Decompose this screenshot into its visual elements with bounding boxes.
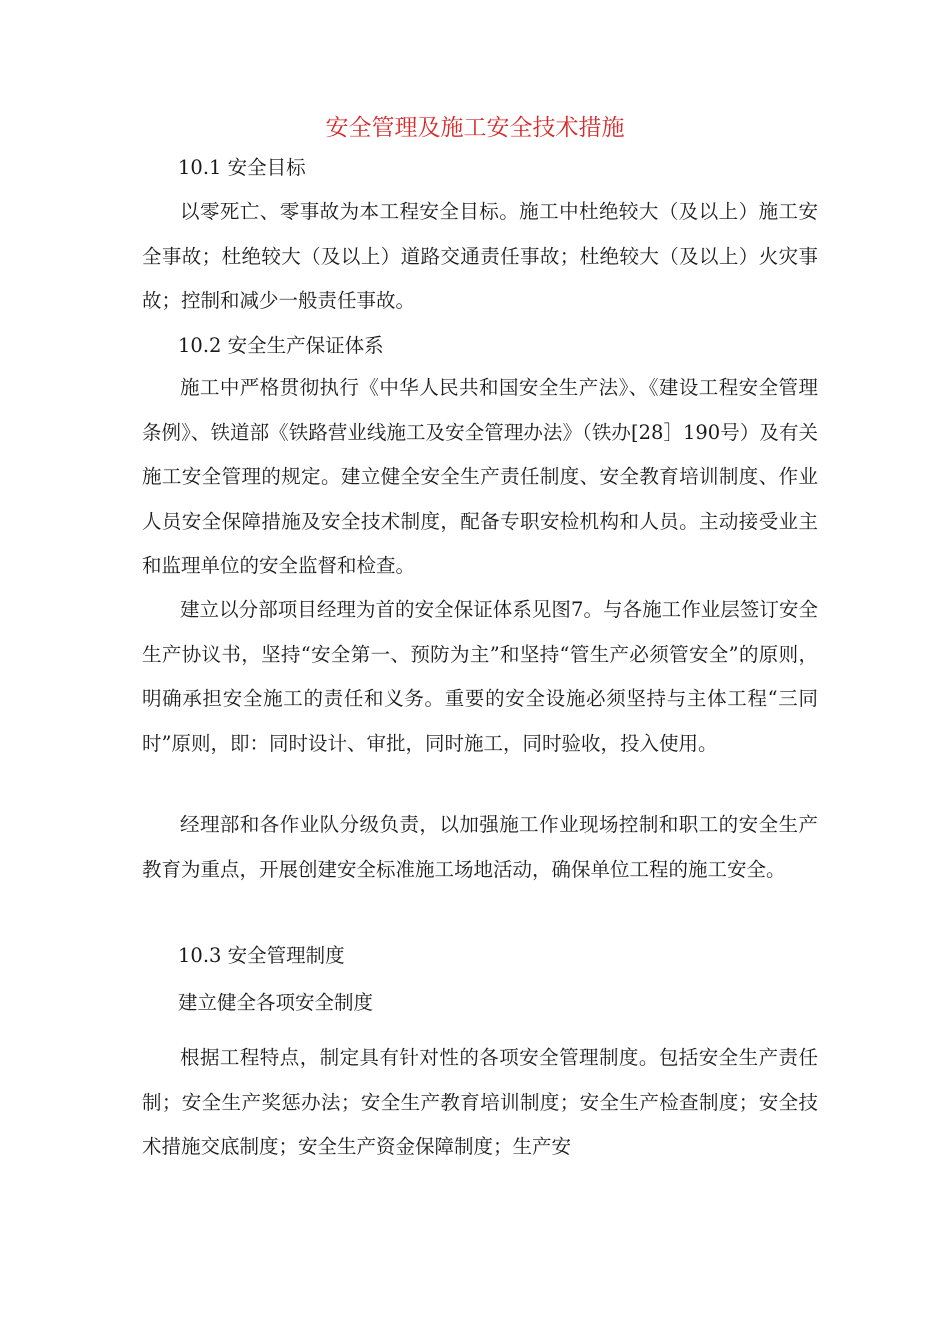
subheading-safety-rules: 建立健全各项安全制度 bbox=[178, 991, 374, 1014]
paragraph-management-rules: 根据工程特点，制定具有针对性的各项安全管理制度。包括安全生产责任制；安全生产奖惩办法；安全生产教育培训制度；安全生产检查制度；安全技术措施交底制度；安全生产资金保障制度；生产安 bbox=[142, 1046, 818, 1158]
document-title: 安全管理及施工安全技术措施 bbox=[325, 115, 625, 141]
section-heading-10-3: 10.3 安全管理制度 bbox=[178, 944, 345, 967]
section-heading-10-1: 10.1 安全目标 bbox=[178, 156, 306, 179]
paragraph-responsibility: 经理部和各作业队分级负责，以加强施工作业现场控制和职工的安全生产教育为重点，开展创建安全标准施工场地活动，确保单位工程的施工安全。 bbox=[142, 813, 818, 881]
paragraph-safety-system: 建立以分部项目经理为首的安全保证体系见图7。与各施工作业层签订安全生产协议书，坚持“安全第一、预防为主”和坚持“管生产必须管安全”的原则，明确承担安全施工的责任和义务。重要的安全设施必须坚持与主体工程“三同时”原则，即：同时设计、审批，同时施工，同时验收，投入使用。 bbox=[142, 598, 818, 755]
paragraph-regulations: 施工中严格贯彻执行《中华人民共和国安全生产法》、《建设工程安全管理条例》、铁道部《铁路营业线施工及安全管理办法》（铁办[28］190号）及有关施工安全管理的规定。建立健全安全生产责任制度、安全教育培训制度、作业人员安全保障措施及安全技术制度，配备专职安检机构和人员。主动接受业主和监理单位的安全监督和检查。 bbox=[142, 376, 818, 577]
section-heading-10-2: 10.2 安全生产保证体系 bbox=[178, 334, 384, 357]
paragraph-safety-goal: 以零死亡、零事故为本工程安全目标。施工中杜绝较大（及以上）施工安全事故；杜绝较大（及以上）道路交通责任事故；杜绝较大（及以上）火灾事故；控制和减少一般责任事故。 bbox=[142, 200, 818, 312]
